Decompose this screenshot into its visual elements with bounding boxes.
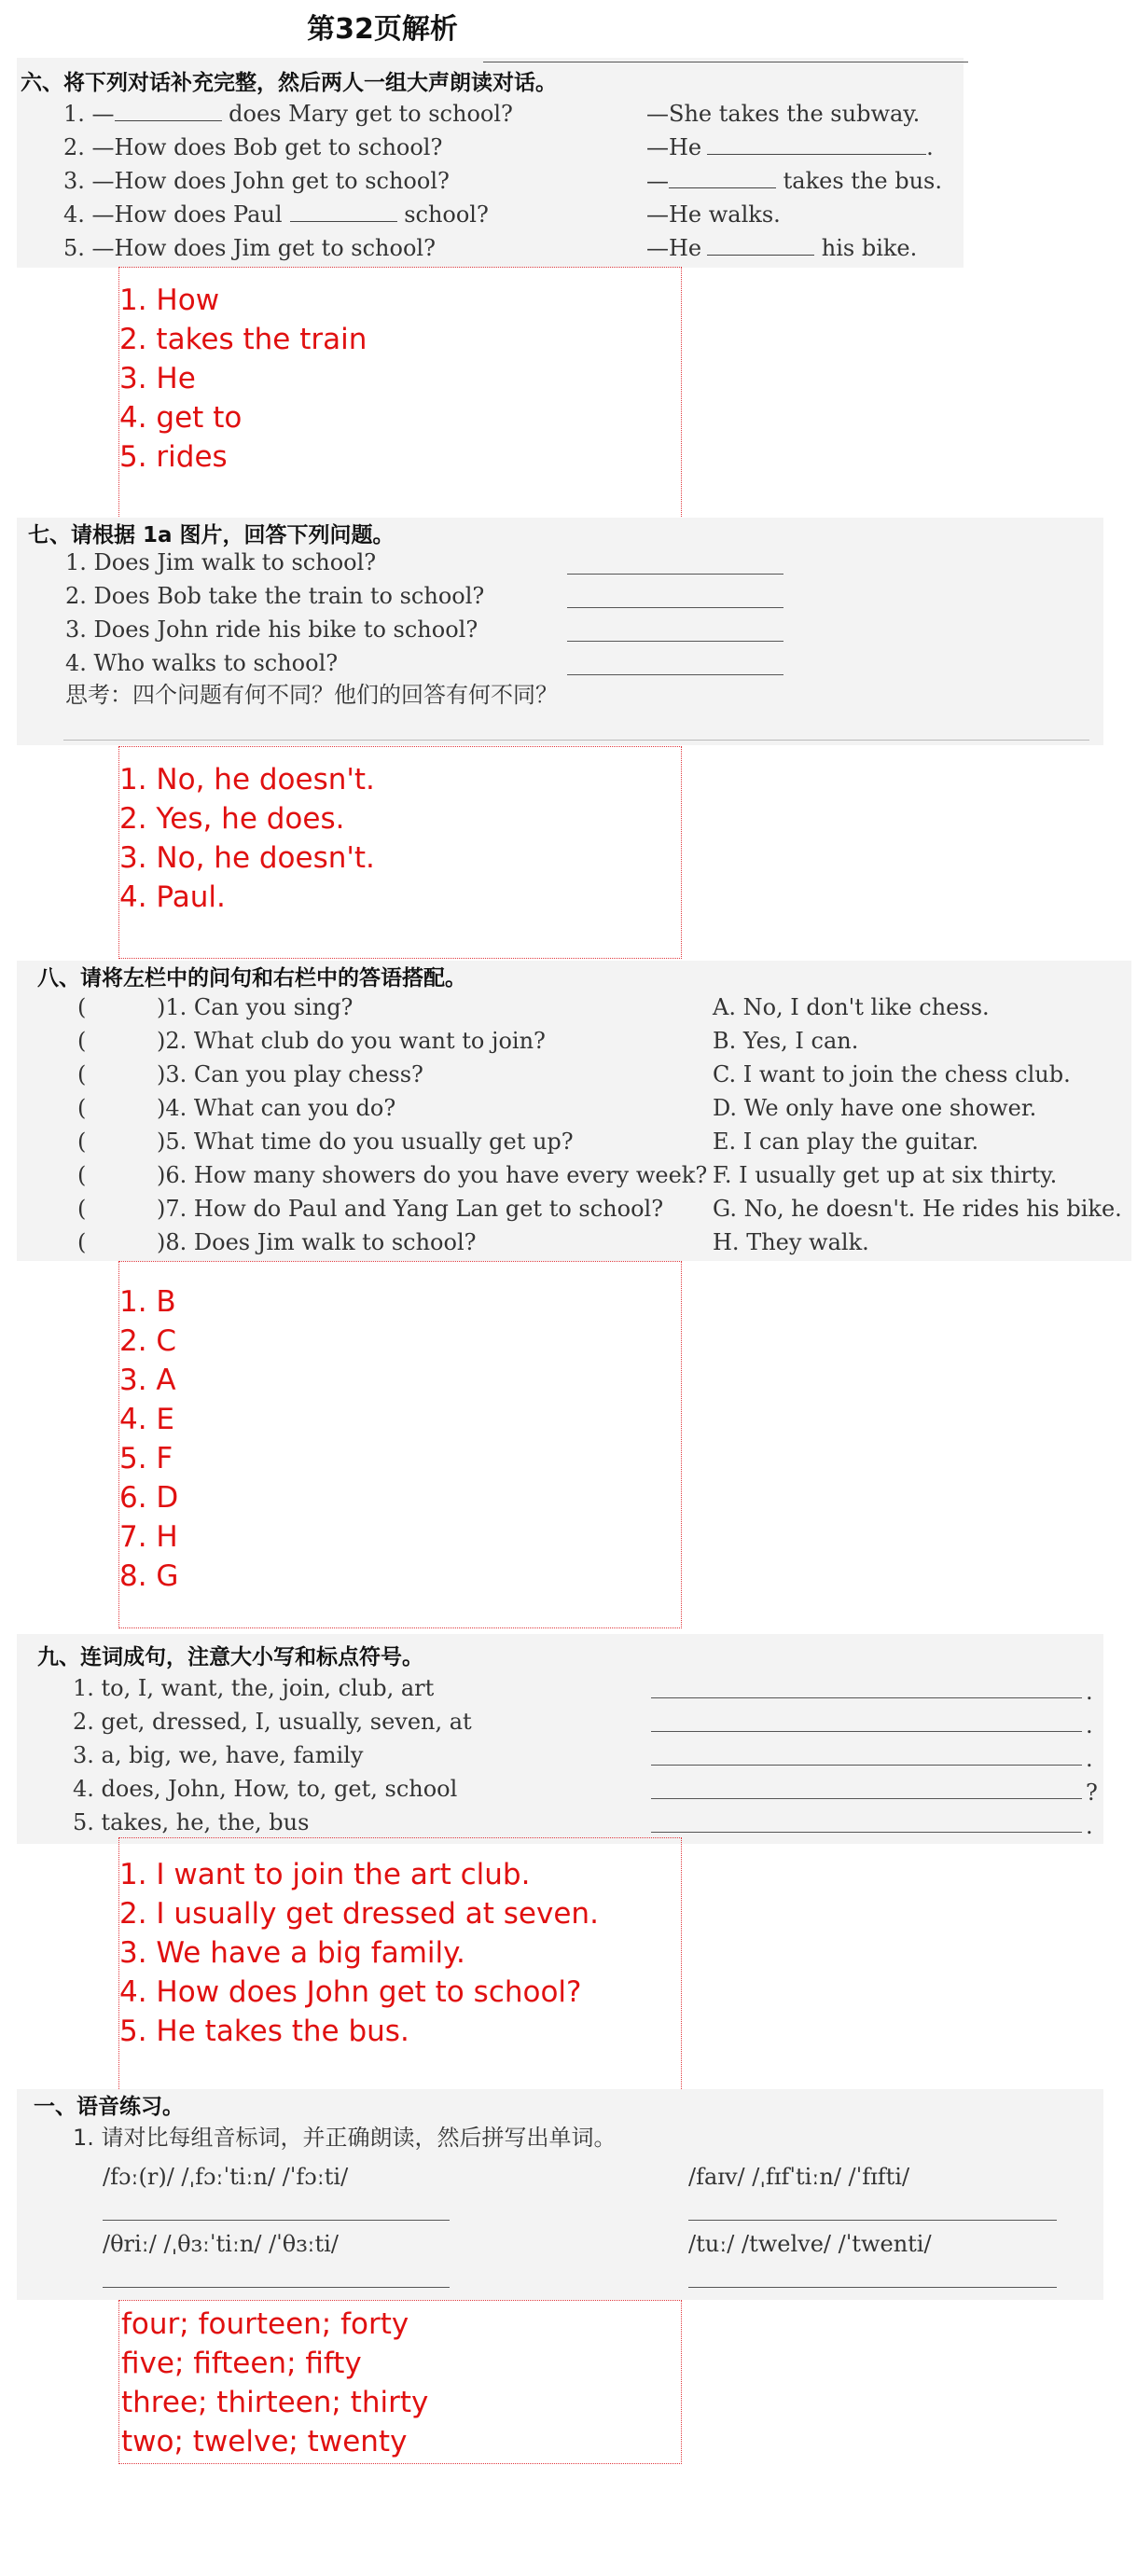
blank (290, 201, 397, 222)
s6-r3-pre: — (646, 168, 669, 194)
answer-line: five; fifteen; fifty (121, 2347, 362, 2380)
s6-r5-pre: —He (646, 235, 702, 261)
paren: ( (77, 994, 87, 1020)
section-8-answer-box (118, 1261, 682, 1628)
answer-line: 8. G (119, 1559, 179, 1593)
answer-line-blank (651, 1832, 1082, 1833)
answer-line-blank (688, 2220, 1057, 2221)
s8-left-item (77, 1058, 707, 1091)
s9-end-4: ? (1086, 1780, 1098, 1806)
answer-line-blank (567, 641, 783, 642)
section-6-scan (17, 58, 964, 268)
s9-item-4: 4. does, John, How, to, get, school (73, 1776, 458, 1802)
s8-right-item: B. Yes, I can. (713, 1028, 859, 1054)
s8-right-item: E. I can play the guitar. (713, 1129, 979, 1155)
s6-r5-post: his bike. (814, 235, 918, 261)
answer-line: two; twelve; twenty (121, 2425, 408, 2458)
s7-question-1: 1. Does Jim walk to school? (65, 549, 377, 575)
s6-r4-pre: —He walks. (646, 201, 781, 228)
answer-line: 1. No, he doesn't. (119, 763, 375, 796)
s8-right-item: F. I usually get up at six thirty. (713, 1162, 1058, 1188)
s6-l3-pre: 3. —How does John get to school? (63, 168, 450, 194)
s9-item-2: 2. get, dressed, I, usually, seven, at (73, 1709, 472, 1735)
s6-left-5 (63, 231, 436, 265)
s8-right-item: C. I want to join the chess club. (713, 1061, 1071, 1087)
paren: ( (77, 1162, 87, 1188)
s9-end-5: . (1086, 1813, 1093, 1839)
s8-left-item (77, 1091, 707, 1125)
answer-line: 2. takes the train (119, 323, 367, 356)
s8-left-item (77, 990, 707, 1024)
blank (707, 133, 926, 155)
s7-think: 思考：四个问题有何不同？他们的回答有何不同？ (65, 682, 558, 708)
s8-left-text: )2. What club do you want to join? (157, 1028, 546, 1054)
s6-left-1 (63, 97, 513, 131)
paren: ( (77, 1061, 87, 1087)
blank (669, 167, 776, 188)
s6-l2-pre: 2. —How does Bob get to school? (63, 134, 443, 160)
answer-line-blank (567, 574, 783, 575)
answer-line: 2. I usually get dressed at seven. (119, 1897, 599, 1931)
answer-line: 5. He takes the bus. (119, 2015, 409, 2048)
s8-right-column (713, 990, 1122, 1259)
answer-line: 3. A (119, 1364, 176, 1397)
section-6-answer-box (118, 267, 682, 519)
s9-end-3: . (1086, 1746, 1093, 1772)
s1-instruction: 1. 请对比每组音标词，并正确朗读，然后拼写出单词。 (73, 2125, 617, 2151)
s6-right-1 (646, 97, 920, 131)
section-7-scan (17, 518, 1103, 745)
s6-left-2 (63, 131, 442, 164)
answer-line: 5. F (119, 1442, 173, 1475)
s7-question-2: 2. Does Bob take the train to school? (65, 583, 485, 609)
s1-phonetic-1: /fɔː(r)/ /ˌfɔːˈtiːn/ /ˈfɔːti/ (103, 2164, 349, 2190)
answer-line: 3. He (119, 362, 196, 395)
s6-left-3 (63, 164, 450, 198)
s6-right-2 (646, 131, 934, 164)
answer-line: 2. Yes, he does. (119, 802, 345, 836)
s8-left-item (77, 1158, 707, 1192)
s9-item-1: 1. to, I, want, the, join, club, art (73, 1675, 435, 1701)
section-9-heading: 九、连词成句，注意大小写和标点符号。 (37, 1645, 423, 1669)
answer-line-blank (651, 1765, 1082, 1766)
answer-line: 3. We have a big family. (119, 1936, 465, 1970)
answer-line-blank (651, 1697, 1082, 1698)
s6-left-4 (63, 198, 489, 231)
s9-end-2: . (1086, 1712, 1093, 1738)
s1-phonetic-4: /tuː/ /twelve/ /ˈtwenti/ (688, 2231, 932, 2257)
page-title: 第32页解析 (307, 13, 458, 46)
section-1-heading: 一、语音练习。 (34, 2095, 184, 2119)
s8-left-text: )7. How do Paul and Yang Lan get to school? (157, 1196, 664, 1222)
s6-right-5 (646, 231, 917, 265)
s8-right-item: A. No, I don't like chess. (713, 994, 990, 1020)
answer-line: 4. get to (119, 401, 243, 435)
s8-left-text: )1. Can you sing? (157, 994, 354, 1020)
section-9-answer-box (118, 1837, 682, 2093)
paren: ( (77, 1028, 87, 1054)
paren: ( (77, 1229, 87, 1255)
paren: ( (77, 1129, 87, 1155)
section-8-heading: 八、请将左栏中的问句和右栏中的答语搭配。 (37, 966, 466, 990)
s1-phonetic-3: /θriː/ /ˌθɜːˈtiːn/ /ˈθɜːti/ (103, 2231, 339, 2257)
s9-item-3: 3. a, big, we, have, family (73, 1742, 364, 1768)
section-1-scan (17, 2089, 1103, 2300)
s8-left-column (77, 990, 707, 1259)
answer-line: 4. E (119, 1403, 175, 1436)
s8-left-text: )3. Can you play chess? (157, 1061, 423, 1087)
s6-r2-post: . (926, 134, 934, 160)
s6-right-3 (646, 164, 942, 198)
answer-line-blank (567, 607, 783, 608)
answer-line-blank (103, 2287, 450, 2288)
answer-line: three; thirteen; thirty (121, 2386, 429, 2419)
section-6-heading: 六、将下列对话补充完整，然后两人一组大声朗读对话。 (21, 71, 557, 95)
section-1-answer-box (118, 2300, 682, 2464)
answer-line-blank (651, 1731, 1082, 1732)
s6-r1-pre: —She takes the subway. (646, 101, 921, 127)
answer-line: 1. B (119, 1285, 176, 1319)
answer-line: 4. Paul. (119, 880, 226, 914)
section-7-answer-box (118, 746, 682, 959)
answer-line: 6. D (119, 1481, 179, 1515)
answer-line: 4. How does John get to school? (119, 1975, 582, 2009)
s6-l4-pre: 4. —How does Paul (63, 201, 283, 228)
blank (115, 100, 222, 121)
s7-question-4: 4. Who walks to school? (65, 650, 339, 676)
s6-right-4 (646, 198, 781, 231)
separator-rule (63, 740, 1089, 741)
answer-line-blank (103, 2220, 450, 2221)
answer-line-blank (567, 674, 783, 675)
answer-line: 1. I want to join the art club. (119, 1858, 531, 1891)
s6-l4-post: school? (396, 201, 489, 228)
s6-l1-pre: 1. — (63, 101, 115, 127)
s9-item-5: 5. takes, he, the, bus (73, 1809, 310, 1835)
answer-line: 7. H (119, 1520, 178, 1554)
paren: ( (77, 1196, 87, 1222)
answer-line: 3. No, he doesn't. (119, 841, 375, 875)
section-8-scan (17, 961, 1131, 1261)
s8-left-item (77, 1192, 707, 1226)
s8-right-item: D. We only have one shower. (713, 1095, 1037, 1121)
answer-line-blank (651, 1798, 1082, 1799)
answer-line: 2. C (119, 1324, 177, 1358)
s6-l1-post: does Mary get to school? (221, 101, 513, 127)
answer-line: 1. How (119, 284, 220, 317)
s8-right-item: G. No, he doesn't. He rides his bike. (713, 1196, 1122, 1222)
answer-line: four; fourteen; forty (121, 2307, 409, 2341)
blank (707, 234, 814, 256)
s8-left-item (77, 1125, 707, 1158)
s7-question-3: 3. Does John ride his bike to school? (65, 616, 478, 643)
s1-phonetic-2: /faɪv/ /ˌfɪfˈtiːn/ /ˈfɪfti/ (688, 2164, 910, 2190)
s6-l5-pre: 5. —How does Jim get to school? (63, 235, 436, 261)
s9-end-1: . (1086, 1679, 1093, 1705)
s8-left-text: )6. How many showers do you have every week? (157, 1162, 708, 1188)
s6-r3-post: takes the bus. (776, 168, 942, 194)
paren: ( (77, 1095, 87, 1121)
s8-right-item: H. They walk. (713, 1229, 869, 1255)
section-9-scan (17, 1634, 1103, 1844)
s8-left-item (77, 1024, 707, 1058)
answer-line-blank (688, 2287, 1057, 2288)
s8-left-text: )8. Does Jim walk to school? (157, 1229, 477, 1255)
s8-left-item (77, 1226, 707, 1259)
s6-r2-pre: —He (646, 134, 702, 160)
s8-left-text: )4. What can you do? (157, 1095, 396, 1121)
s8-left-text: )5. What time do you usually get up? (157, 1129, 574, 1155)
answer-line: 5. rides (119, 440, 228, 474)
section-7-heading: 七、请根据 1a 图片，回答下列问题。 (28, 523, 395, 547)
